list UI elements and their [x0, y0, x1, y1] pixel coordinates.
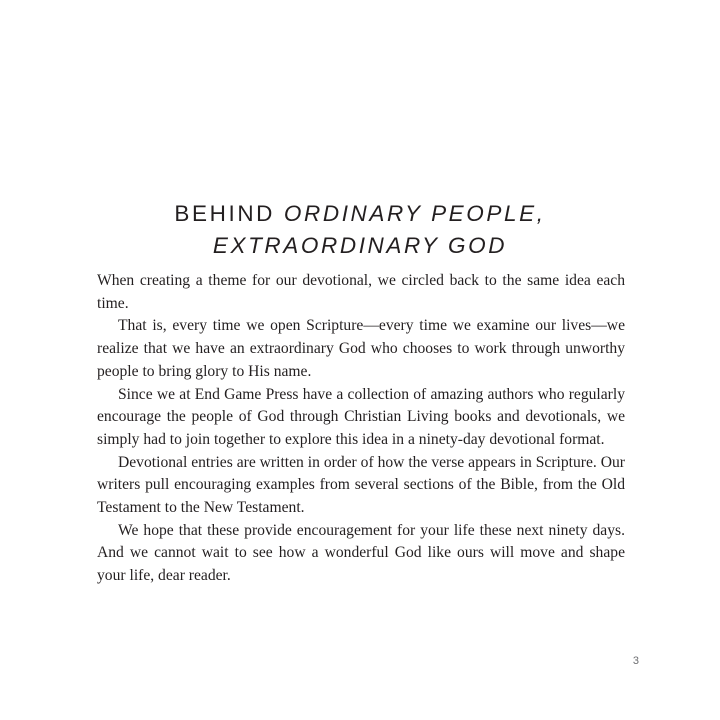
page-number: 3 — [632, 655, 639, 667]
section-heading — [0, 198, 720, 262]
heading-line-1 — [0, 198, 720, 230]
paragraph-1: When creating a theme for our devotional, we circled back to the same idea each time. — [97, 272, 625, 312]
paragraph-5: We hope that these provide encouragement for your life these next ninety days. And we cannot wait to see how a wonderful God like ours will move and shape your life, dear reader. — [97, 521, 625, 585]
body-text — [97, 270, 625, 588]
paragraph-4: Devotional entries are written in order of how the verse appears in Scripture. Our writers pull encouraging examples from several sections of the Bible, from the Old Testament to the New Testament. — [97, 453, 625, 517]
heading-italic-text-1: ORDINARY PEOPLE, — [283, 201, 546, 227]
heading-line-2: EXTRAORDINARY GOD — [212, 233, 508, 259]
paragraph-2: That is, every time we open Scripture—every time we examine our lives—we realize that we have an extraordinary God who chooses to work through unworthy people to bring glory to His name. — [97, 317, 625, 380]
paragraph-3: Since we at End Game Press have a collection of amazing authors who regularly encourage the people of God through Christian Living books and devotionals, we simply had to join together to explore this idea in a ninety-day devotional format. — [97, 385, 625, 448]
heading-plain-text: BEHIND — [174, 201, 284, 227]
